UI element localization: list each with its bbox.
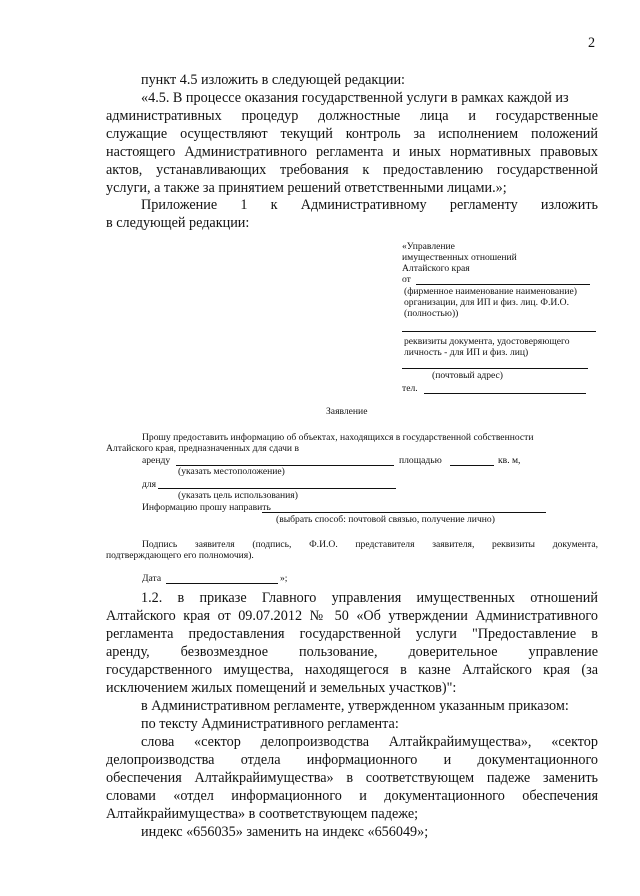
body-line: служащие осуществляют текущий контроль за исполнением положений bbox=[106, 126, 598, 142]
form-title: Заявление bbox=[326, 406, 368, 417]
unit-label: кв. м, bbox=[498, 455, 521, 466]
body-line: «4.5. В процессе оказания государственной услуги в рамках каждой из bbox=[141, 90, 569, 106]
body-line: индекс «656035» заменить на индекс «656049»; bbox=[141, 824, 429, 840]
postal-note: (почтовый адрес) bbox=[432, 370, 503, 381]
addressee-line: имущественных отношений bbox=[402, 252, 517, 263]
from-line bbox=[416, 284, 590, 285]
signature-text: Подпись заявителя (подпись, Ф.И.О. представителя заявителя, реквизиты документа, bbox=[142, 539, 598, 550]
body-line: 1.2. в приказе Главного управления имущественных отношений bbox=[141, 590, 598, 606]
body-line: настоящего Административного регламента и иных нормативных правовых bbox=[106, 144, 598, 160]
company-note: организации, для ИП и физ. лиц. Ф.И.О. bbox=[404, 297, 569, 308]
body-line: делопроизводства отдела информационного и документационного bbox=[106, 752, 598, 768]
purpose-input-line bbox=[158, 488, 396, 489]
body-line: исключением жилых помещений и земельных участков)": bbox=[106, 680, 457, 696]
location-hint: (указать местоположение) bbox=[178, 466, 285, 477]
body-line: слова «сектор делопроизводства Алтайкрайимущества», «сектор bbox=[141, 734, 598, 750]
body-line: в Административном регламенте, утвержденном указанным приказом: bbox=[141, 698, 569, 714]
body-line: по тексту Административного регламента: bbox=[141, 716, 399, 732]
body-line: Алтайкрайимущества» в соответствующем падеже; bbox=[106, 806, 419, 822]
send-label: Информацию прошу направить bbox=[142, 502, 271, 513]
area-label: площадью bbox=[399, 455, 442, 466]
signature-line bbox=[402, 331, 596, 332]
phone-label: тел. bbox=[402, 383, 418, 394]
for-label: для bbox=[142, 479, 157, 490]
body-line: административных процедур должностные лица и государственные bbox=[106, 108, 598, 124]
company-note: (фирменное наименование наименование) bbox=[404, 286, 577, 297]
signature-text: подтверждающего его полномочия). bbox=[106, 550, 254, 561]
body-line: аренду, безвозмездное пользование, доверительное управление bbox=[106, 644, 598, 660]
addressee-line: «Управление bbox=[402, 241, 455, 252]
rent-label: аренду bbox=[142, 455, 171, 466]
body-line: Алтайского края от 09.07.2012 № 50 «Об утверждении Административного bbox=[106, 608, 598, 624]
body-line: услуги, а также за принятием решений ответственными лицами.»; bbox=[106, 180, 507, 196]
body-line: Приложение 1 к Административному регламенту изложить bbox=[141, 197, 598, 213]
docs-note: личность - для ИП и физ. лиц) bbox=[404, 347, 529, 358]
date-label: Дата bbox=[142, 573, 162, 584]
from-label: от bbox=[402, 274, 411, 285]
body-line: словами «отдел информационного и документационного обеспечения bbox=[106, 788, 598, 804]
body-line: государственного имущества, находящегося в казне Алтайского края (за bbox=[106, 662, 598, 678]
method-hint: (выбрать способ: почтовой связью, получение лично) bbox=[276, 514, 495, 525]
send-input-line bbox=[262, 512, 546, 513]
request-line: Прошу предоставить информацию об объектах, находящихся в государственной собственности bbox=[142, 432, 534, 443]
page-number: 2 bbox=[588, 35, 596, 51]
body-line: пункт 4.5 изложить в следующей редакции: bbox=[141, 72, 405, 88]
body-line: актов, устанавливающих требования к предоставлению государственной bbox=[106, 162, 598, 178]
body-line: регламента предоставления государственной услуги "Предоставление в bbox=[106, 626, 598, 642]
request-line: Алтайского края, предназначенных для сдачи в bbox=[106, 443, 299, 454]
purpose-hint: (указать цель использования) bbox=[178, 490, 298, 501]
date-input-line bbox=[166, 583, 278, 584]
addressee-line: Алтайского края bbox=[402, 263, 470, 274]
docs-note: реквизиты документа, удостоверяющего bbox=[404, 336, 570, 347]
body-line: обеспечения Алтайкрайимущества» в соответствующем падеже заменить bbox=[106, 770, 598, 786]
date-end: »; bbox=[280, 573, 288, 584]
phone-line bbox=[424, 393, 586, 394]
postal-line bbox=[402, 368, 588, 369]
area-input-line bbox=[450, 465, 494, 466]
company-note: (полностью)) bbox=[404, 308, 459, 319]
body-line: в следующей редакции: bbox=[106, 215, 250, 231]
